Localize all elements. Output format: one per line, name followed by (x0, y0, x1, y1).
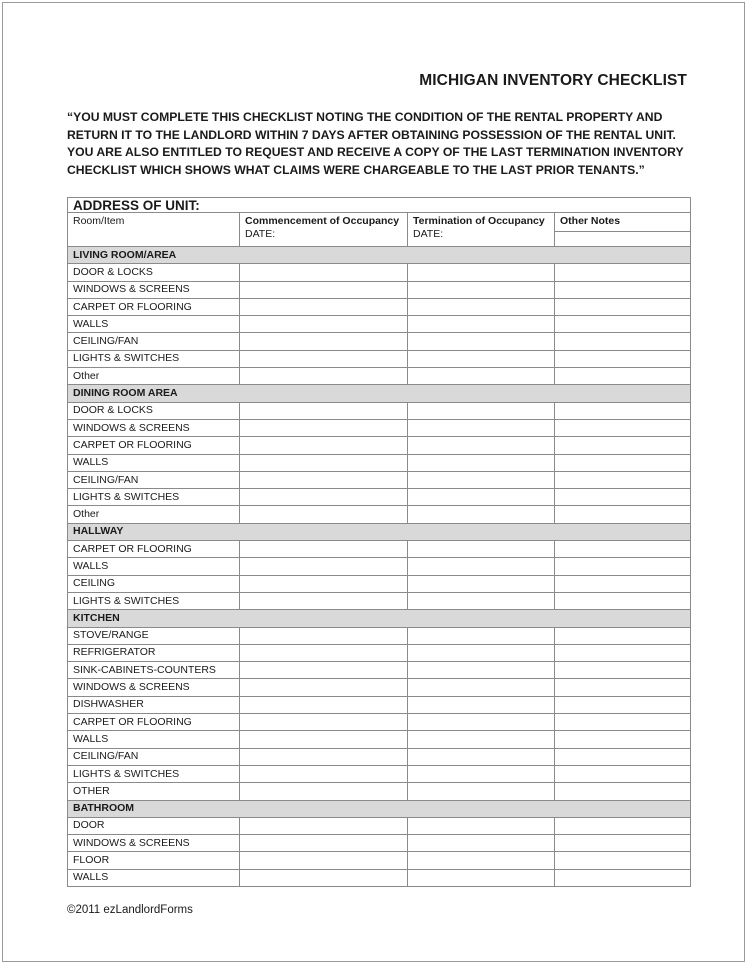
termination-cell[interactable] (408, 281, 555, 298)
inventory-table (67, 197, 691, 887)
termination-header[interactable] (408, 213, 555, 247)
commencement-cell[interactable] (240, 489, 408, 506)
commencement-cell[interactable] (240, 835, 408, 852)
commencement-cell[interactable] (240, 506, 408, 523)
section-header-row (68, 610, 691, 627)
item-label: CEILING/FAN (68, 748, 240, 765)
commencement-cell[interactable] (240, 662, 408, 679)
termination-cell[interactable] (408, 506, 555, 523)
commencement-cell[interactable] (240, 454, 408, 471)
room-item-header (68, 213, 240, 247)
table-row (68, 765, 691, 782)
notes-cell[interactable] (555, 541, 691, 558)
commencement-cell[interactable] (240, 558, 408, 575)
item-label: WALLS (68, 558, 240, 575)
notes-cell[interactable] (555, 454, 691, 471)
termination-cell[interactable] (408, 489, 555, 506)
commencement-cell[interactable] (240, 731, 408, 748)
termination-cell[interactable] (408, 264, 555, 281)
commencement-header[interactable] (240, 213, 408, 247)
commencement-cell[interactable] (240, 644, 408, 661)
item-label: DISHWASHER (68, 696, 240, 713)
commencement-cell[interactable] (240, 350, 408, 367)
termination-cell[interactable] (408, 368, 555, 385)
table-row (68, 298, 691, 315)
section-title: DINING ROOM AREA (68, 385, 691, 402)
commencement-cell[interactable] (240, 298, 408, 315)
table-row (68, 714, 691, 731)
notice-line: YOU ARE ALSO ENTITLED TO REQUEST AND RECEIVE A COPY OF THE LAST TERMINATION INVENTORY (67, 145, 684, 159)
notes-cell[interactable] (555, 592, 691, 609)
table-row (68, 731, 691, 748)
notes-cell[interactable] (555, 333, 691, 350)
termination-cell[interactable] (408, 454, 555, 471)
termination-cell[interactable] (408, 748, 555, 765)
notes-cell[interactable] (555, 419, 691, 436)
table-row (68, 662, 691, 679)
notes-cell[interactable] (555, 437, 691, 454)
item-label: DOOR & LOCKS (68, 402, 240, 419)
item-label: DOOR (68, 817, 240, 834)
item-label: WALLS (68, 454, 240, 471)
termination-cell[interactable] (408, 696, 555, 713)
section-title: BATHROOM (68, 800, 691, 817)
table-row (68, 506, 691, 523)
room-item-label: Room/Item (73, 215, 125, 227)
table-row (68, 817, 691, 834)
table-row (68, 264, 691, 281)
notes-cell[interactable] (555, 316, 691, 333)
termination-cell[interactable] (408, 679, 555, 696)
notes-cell[interactable] (555, 869, 691, 886)
termination-cell[interactable] (408, 644, 555, 661)
notes-cell[interactable] (555, 817, 691, 834)
table-row (68, 679, 691, 696)
item-label: CARPET OR FLOORING (68, 298, 240, 315)
commencement-cell[interactable] (240, 748, 408, 765)
commencement-cell[interactable] (240, 402, 408, 419)
item-label: Other (68, 506, 240, 523)
item-label: SINK-CABINETS-COUNTERS (68, 662, 240, 679)
table-row (68, 402, 691, 419)
item-label: OTHER (68, 783, 240, 800)
notes-cell[interactable] (555, 298, 691, 315)
item-label: CARPET OR FLOORING (68, 437, 240, 454)
notes-cell[interactable] (555, 662, 691, 679)
table-row (68, 471, 691, 488)
notice-line: CHECKLIST WHICH SHOWS WHAT CLAIMS WERE CHARGEABLE TO THE LAST PRIOR TENANTS.” (67, 162, 645, 177)
commencement-cell[interactable] (240, 575, 408, 592)
item-label: CARPET OR FLOORING (68, 541, 240, 558)
termination-cell[interactable] (408, 402, 555, 419)
notes-cell[interactable] (555, 696, 691, 713)
section-header-row (68, 247, 691, 264)
notes-cell[interactable] (555, 731, 691, 748)
notes-cell[interactable] (555, 489, 691, 506)
commencement-cell[interactable] (240, 869, 408, 886)
notes-cell[interactable] (555, 471, 691, 488)
notes-cell[interactable] (555, 350, 691, 367)
table-row (68, 869, 691, 886)
table-row (68, 575, 691, 592)
notes-cell[interactable] (555, 402, 691, 419)
termination-cell[interactable] (408, 419, 555, 436)
commencement-cell[interactable] (240, 471, 408, 488)
table-row (68, 644, 691, 661)
item-label: LIGHTS & SWITCHES (68, 592, 240, 609)
notice-line: RETURN IT TO THE LANDLORD WITHIN 7 DAYS AFTER OBTAINING POSSESSION OF THE RENTAL UNIT. (67, 127, 676, 142)
notice-line: “YOU MUST COMPLETE THIS CHECKLIST NOTING THE CONDITION OF THE RENTAL PROPERTY AND (67, 110, 663, 124)
termination-cell[interactable] (408, 298, 555, 315)
section-header-row (68, 800, 691, 817)
notes-cell[interactable] (555, 852, 691, 869)
termination-cell[interactable] (408, 558, 555, 575)
item-label: LIGHTS & SWITCHES (68, 489, 240, 506)
item-label: Other (68, 368, 240, 385)
commencement-cell[interactable] (240, 679, 408, 696)
table-row (68, 748, 691, 765)
notes-cell[interactable] (555, 506, 691, 523)
table-row (68, 419, 691, 436)
termination-label: Termination of Occupancy (413, 215, 545, 227)
termination-cell[interactable] (408, 783, 555, 800)
commencement-cell[interactable] (240, 627, 408, 644)
table-row (68, 316, 691, 333)
notes-cell[interactable] (555, 368, 691, 385)
item-label: WALLS (68, 869, 240, 886)
table-row (68, 783, 691, 800)
table-row (68, 627, 691, 644)
notes-cell[interactable] (555, 783, 691, 800)
page-title: MICHIGAN INVENTORY CHECKLIST (419, 72, 687, 89)
item-label: CEILING (68, 575, 240, 592)
item-label: CARPET OR FLOORING (68, 714, 240, 731)
commencement-cell[interactable] (240, 592, 408, 609)
item-label: WINDOWS & SCREENS (68, 281, 240, 298)
notes-cell[interactable] (555, 714, 691, 731)
table-row (68, 835, 691, 852)
section-title: LIVING ROOM/AREA (68, 247, 691, 264)
item-label: WALLS (68, 731, 240, 748)
commencement-cell[interactable] (240, 281, 408, 298)
commencement-cell[interactable] (240, 817, 408, 834)
commencement-cell[interactable] (240, 541, 408, 558)
commencement-cell[interactable] (240, 264, 408, 281)
commencement-cell[interactable] (240, 316, 408, 333)
table-row (68, 558, 691, 575)
item-label: CEILING/FAN (68, 333, 240, 350)
notes-cell[interactable] (555, 835, 691, 852)
commencement-cell[interactable] (240, 852, 408, 869)
other-notes-label: Other Notes (555, 213, 690, 232)
item-label: WINDOWS & SCREENS (68, 835, 240, 852)
other-notes-header (555, 213, 691, 247)
item-label: WINDOWS & SCREENS (68, 679, 240, 696)
termination-cell[interactable] (408, 316, 555, 333)
table-row (68, 541, 691, 558)
commencement-cell[interactable] (240, 783, 408, 800)
termination-cell[interactable] (408, 835, 555, 852)
section-title: KITCHEN (68, 610, 691, 627)
section-header-row (68, 523, 691, 540)
commencement-cell[interactable] (240, 437, 408, 454)
item-label: FLOOR (68, 852, 240, 869)
commencement-cell[interactable] (240, 765, 408, 782)
table-row (68, 350, 691, 367)
address-label: ADDRESS OF UNIT: (73, 197, 200, 213)
notes-cell[interactable] (555, 264, 691, 281)
commencement-cell[interactable] (240, 714, 408, 731)
termination-cell[interactable] (408, 592, 555, 609)
termination-cell[interactable] (408, 575, 555, 592)
termination-cell[interactable] (408, 852, 555, 869)
notes-cell[interactable] (555, 765, 691, 782)
copyright-footer: ©2011 ezLandlordForms (67, 904, 193, 916)
termination-cell[interactable] (408, 714, 555, 731)
termination-cell[interactable] (408, 350, 555, 367)
notes-cell[interactable] (555, 281, 691, 298)
table-row (68, 852, 691, 869)
item-label: REFRIGERATOR (68, 644, 240, 661)
commencement-date-label: DATE: (245, 228, 276, 240)
commencement-cell[interactable] (240, 696, 408, 713)
item-label: CEILING/FAN (68, 471, 240, 488)
notes-cell[interactable] (555, 558, 691, 575)
commencement-cell[interactable] (240, 333, 408, 350)
table-row (68, 454, 691, 471)
termination-cell[interactable] (408, 662, 555, 679)
document-page (2, 2, 745, 962)
table-row (68, 696, 691, 713)
termination-date-label: DATE: (413, 228, 444, 240)
commencement-cell[interactable] (240, 368, 408, 385)
section-title: HALLWAY (68, 523, 691, 540)
termination-cell[interactable] (408, 817, 555, 834)
item-label: DOOR & LOCKS (68, 264, 240, 281)
table-row (68, 437, 691, 454)
table-row (68, 333, 691, 350)
commencement-label: Commencement of Occupancy (245, 215, 400, 227)
table-row (68, 368, 691, 385)
item-label: WALLS (68, 316, 240, 333)
item-label: STOVE/RANGE (68, 627, 240, 644)
table-row (68, 489, 691, 506)
section-header-row (68, 385, 691, 402)
notes-cell[interactable] (555, 644, 691, 661)
notes-cell[interactable] (555, 748, 691, 765)
table-row (68, 592, 691, 609)
termination-cell[interactable] (408, 471, 555, 488)
commencement-cell[interactable] (240, 419, 408, 436)
termination-cell[interactable] (408, 541, 555, 558)
termination-cell[interactable] (408, 437, 555, 454)
item-label: LIGHTS & SWITCHES (68, 765, 240, 782)
termination-cell[interactable] (408, 765, 555, 782)
termination-cell[interactable] (408, 333, 555, 350)
address-of-unit-field[interactable] (68, 198, 691, 213)
table-row (68, 281, 691, 298)
notes-cell[interactable] (555, 679, 691, 696)
item-label: LIGHTS & SWITCHES (68, 350, 240, 367)
termination-cell[interactable] (408, 731, 555, 748)
notes-cell[interactable] (555, 627, 691, 644)
termination-cell[interactable] (408, 627, 555, 644)
notice-text (67, 109, 697, 179)
notes-cell[interactable] (555, 575, 691, 592)
column-header-row (68, 213, 691, 247)
termination-cell[interactable] (408, 869, 555, 886)
address-row (68, 198, 691, 213)
item-label: WINDOWS & SCREENS (68, 419, 240, 436)
